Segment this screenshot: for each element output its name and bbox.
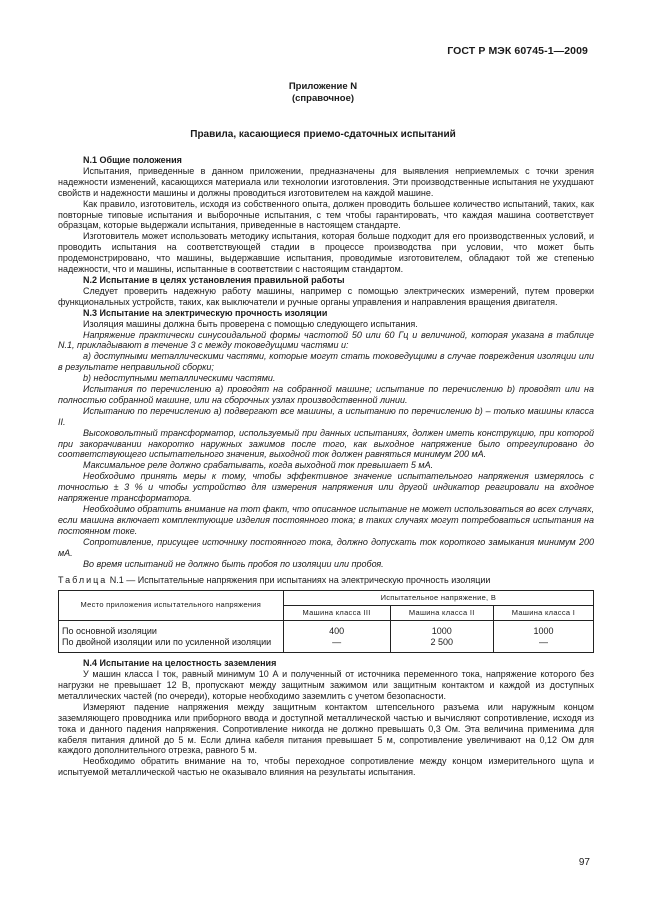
- paragraph: Испытанию по перечислению а) подвергают все машины, а испытанию по перечислению b) – только машины класса II.: [58, 405, 594, 427]
- list-item-a: a) доступными металлическими частями, которые могут стать токоведущими в случае повреждения изоляции или в результате неправильной сборки;: [58, 351, 594, 373]
- paragraph: Сопротивление, присущее источнику постоянного тока, должно допускать ток короткого замыкания минимум 200 мА.: [58, 536, 594, 558]
- cell-class3: 400: [283, 621, 390, 637]
- paragraph: Как правило, изготовитель, исходя из собственного опыта, должен проводить большее количество испытаний, таких, как повторные типовые испытания и выборочные испытания, с тем чтобы гарантировать, что каждая машина соответствует образцам, которые выдержали испытания, приведенные в настоящем стандарте.: [58, 198, 594, 231]
- paragraph: Испытания по перечислению а) проводят на собранной машине; испытание по перечислению b) проводят или на полностью собранной машине, или на сборочных узлах производственной линии.: [58, 384, 594, 405]
- paragraph: Максимальное реле должно срабатывать, когда выходной ток превышает 5 мА.: [83, 460, 434, 471]
- row-label: По основной изоляции: [59, 621, 284, 637]
- section-heading-n2: N.2 Испытание в целях установления правильной работы: [83, 274, 345, 285]
- table-header-row: [59, 591, 594, 606]
- table-caption: [58, 575, 594, 586]
- paragraph: Необходимо принять меры к тому, чтобы эффективное значение испытательного напряжения измерялось с точностью ± 3 % и чтобы устройство для измерения напряжения или другой индикатор реагировали на входное напряжение трансформатора.: [58, 471, 594, 504]
- section-heading-n3: N.3 Испытание на электрическую прочность изоляции: [83, 307, 328, 318]
- paragraph: Испытания, приведенные в данном приложении, предназначены для выявления неприемлемых с точки зрения надежности изменений, касающихся материала или технологии изготовления. Эти производственные испытания не ухудшают свойств и надежности машины и должны проводиться изготовителем на каждой машине.: [58, 165, 594, 198]
- section-heading-n1: N.1 Общие положения: [83, 155, 182, 165]
- table-row: [59, 637, 594, 652]
- paragraph: Измеряют падение напряжения между защитным контактом штепсельного разъема или наружным концом заземляющего проводника или приборного ввода и доступной металлической частью и вычисляют сопротивление, исходя из тока и данного падения напряжения. Сопротивление никогда не должно превышать 0,3 Ом. Эта величина применима для кабеля питания длиной до 5 м. Если длина кабеля питания превышает 5 м, сопротивление увеличивают на 0,12 Ом для каждого дополнительного отрезка, равного 5 м.: [58, 701, 594, 756]
- paragraph: Напряжение практически синусоидальной формы частотой 50 или 60 Гц и величиной, которая указана в таблице N.1, прикладывают в течение 3 с между токоведущими частями и:: [58, 329, 594, 351]
- paragraph: У машин класса I ток, равный минимум 10 А и полученный от источника переменного тока, напряжение которого без нагрузки не превышает 12 В, пропускают между защитным зажимом или защитным контактом и каждой из доступных металлических частей (по очереди), которые необходимо заземлить с учетом безопасности.: [58, 669, 594, 701]
- section-heading-n4: N.4 Испытание на целостность заземления: [83, 658, 277, 669]
- page-number: 97: [578, 857, 590, 868]
- cell-class2: 1000: [390, 621, 493, 637]
- test-voltage-table: [58, 590, 594, 653]
- cell-class1: 1000: [493, 621, 593, 637]
- table-caption-text: N.1 — Испытательные напряжения при испытаниях на электрическую прочность изоляции: [107, 575, 491, 586]
- annex-subtitle: (справочное): [291, 93, 355, 104]
- paragraph: Следует проверить надежную работу машины, например с помощью электрических измерений, путем проверки функциональных устройств, таких, как выключатели и ручные органы управления и направления вращения двигателя.: [58, 285, 594, 307]
- table-row: [59, 621, 594, 637]
- row-label: По двойной изоляции или по усиленной изоляции: [59, 637, 284, 652]
- table-caption-prefix: Таблица: [58, 575, 108, 586]
- column-header-class2: Машина класса II: [390, 606, 493, 621]
- column-header-class3: Машина класса III: [283, 606, 390, 621]
- paragraph: Изоляция машины должна быть проверена с помощью следующего испытания.: [83, 318, 418, 329]
- paragraph: Высоковольтный трансформатор, используемый при данных испытаниях, должен иметь конструкцию, при которой при закорачивании накоротко наружных зажимов после того, как выходное напряжение было отрегулировано до соответствующего испытательного значения, выходной ток должен равняться минимум 200 мА.: [58, 427, 594, 460]
- column-header-class1: Машина класса I: [493, 606, 593, 621]
- column-header-voltage: Испытательное напряжение, В: [283, 591, 593, 606]
- paragraph: Изготовитель может использовать методику испытания, которая больше подходит для его производственных условий, и проводить испытания на соответствующей стадии в процессе производства при условии, что может быть продемонстрировано, что машины, выдержавшие испытания, проводимые изготовителем, обладают той же степенью надежности, что и машины, испытанные в соответствии с настоящим стандартом.: [58, 231, 594, 275]
- main-title: Правила, касающиеся приемо-сдаточных испытаний: [190, 129, 456, 140]
- paragraph: Необходимо обратить внимание на тот факт, что описанное испытание не может использоваться во всех случаях, если машина включает комплектующие изделия постоянного тока; в таких случаях могут потребоваться испытания на постоянном токе.: [58, 504, 594, 536]
- cell-class3: —: [283, 637, 390, 652]
- paragraph: Необходимо обратить внимание на то, чтобы переходное сопротивление между концом измерительного щупа и испытуемой металлической частью не оказывало влияния на результаты испытания.: [58, 756, 594, 778]
- cell-class2: 2 500: [390, 637, 493, 652]
- paragraph: Во время испытаний не должно быть пробоя по изоляции или пробоя.: [83, 558, 384, 569]
- standard-header: ГОСТ Р МЭК 60745-1—2009: [447, 45, 588, 57]
- column-header-place: Место приложения испытательного напряжения: [59, 591, 284, 621]
- annex-title: Приложение N: [288, 81, 358, 92]
- annex-heading: [0, 81, 646, 105]
- list-item-b: b) недоступными металлическими частями.: [83, 373, 276, 384]
- document-body: [58, 155, 594, 778]
- cell-class1: —: [493, 637, 593, 652]
